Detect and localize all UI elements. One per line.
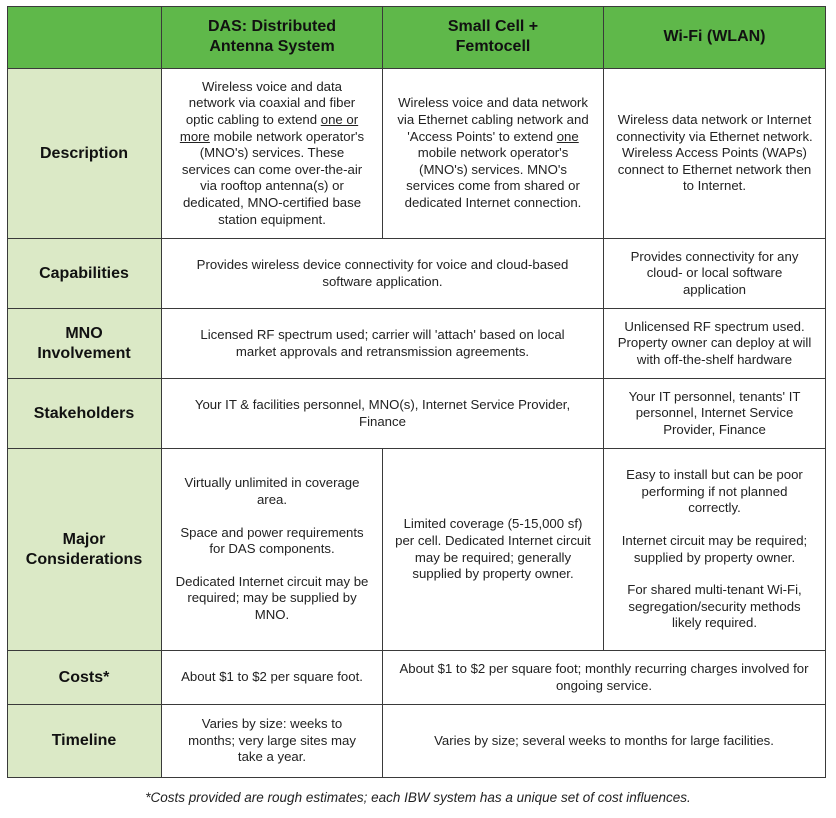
major-wifi-item-1: Easy to install but can be poor performing if not planned correctly. <box>626 467 803 516</box>
row-label-description: Description <box>7 69 162 239</box>
major-das <box>162 449 383 651</box>
stakeholders-das-small-cell: Your IT & facilities personnel, MNO(s), Internet Service Provider, Finance <box>162 379 604 449</box>
mno-das-small-cell: Licensed RF spectrum used; carrier will 'attach' based on local market approvals and retransmission agreements. <box>162 309 604 379</box>
major-wifi <box>604 449 826 651</box>
description-wifi: Wireless data network or Internet connectivity via Ethernet network. Wireless Access Points (WAPs) connect to Ethernet network then to Internet. <box>604 69 826 239</box>
major-wifi-item-2: Internet circuit may be required; supplied by property owner. <box>621 532 808 565</box>
costs-das: About $1 to $2 per square foot. <box>162 651 383 705</box>
description-das-text: Wireless voice and data network via coaxial and fiber optic cabling to extend one or more mobile network operator's (MNO's) services. These services can come over-the-air via rooftop antenna(s) or dedicated, MNO-certified base station equipment. <box>179 78 365 227</box>
description-das-underline: one or more <box>179 112 359 144</box>
cost-footnote: *Costs provided are rough estimates; each IBW system has a unique set of cost influences. <box>145 790 691 805</box>
row-label-mno-involvement: MNO Involvement <box>7 309 162 379</box>
major-das-item-2: Space and power requirements for DAS components. <box>180 524 364 557</box>
header-das: DAS: Distributed Antenna System <box>162 6 383 69</box>
description-small-cell-underline: one <box>556 128 579 144</box>
row-label-major-considerations: Major Considerations <box>7 449 162 651</box>
description-small-cell <box>383 69 604 239</box>
costs-small-cell-wifi: About $1 to $2 per square foot; monthly recurring charges involved for ongoing service. <box>383 651 826 705</box>
stakeholders-wifi: Your IT personnel, tenants' IT personnel, Internet Service Provider, Finance <box>604 379 826 449</box>
capabilities-wifi: Provides connectivity for any cloud- or local software application <box>604 239 826 309</box>
major-small-cell: Limited coverage (5-15,000 sf) per cell. Dedicated Internet circuit may be required; generally supplied by property owner. <box>383 449 604 651</box>
header-wifi: Wi-Fi (WLAN) <box>604 6 826 69</box>
row-label-costs: Costs* <box>7 651 162 705</box>
major-das-item-1: Virtually unlimited in coverage area. <box>184 475 360 508</box>
row-label-capabilities: Capabilities <box>7 239 162 309</box>
mno-wifi: Unlicensed RF spectrum used. Property owner can deploy at will with off-the-shelf hardware <box>604 309 826 379</box>
header-corner-cell <box>7 6 162 69</box>
description-small-cell-text: Wireless voice and data network via Ethernet cabling network and 'Access Points' to extend one mobile network operator's (MNO's) services. MNO's services come from shared or dedicated Internet connection. <box>397 95 589 210</box>
timeline-das: Varies by size: weeks to months; very large sites may take a year. <box>162 705 383 778</box>
row-label-stakeholders: Stakeholders <box>7 379 162 449</box>
timeline-small-cell-wifi: Varies by size; several weeks to months for large facilities. <box>383 705 826 778</box>
header-small-cell: Small Cell + Femtocell <box>383 6 604 69</box>
description-das <box>162 69 383 239</box>
major-wifi-item-3: For shared multi-tenant Wi-Fi, segregation/security methods likely required. <box>627 582 802 631</box>
row-label-timeline: Timeline <box>7 705 162 778</box>
comparison-table <box>7 6 826 778</box>
major-das-item-3: Dedicated Internet circuit may be required; may be supplied by MNO. <box>175 573 369 622</box>
capabilities-das-small-cell: Provides wireless device connectivity for voice and cloud-based software application. <box>162 239 604 309</box>
